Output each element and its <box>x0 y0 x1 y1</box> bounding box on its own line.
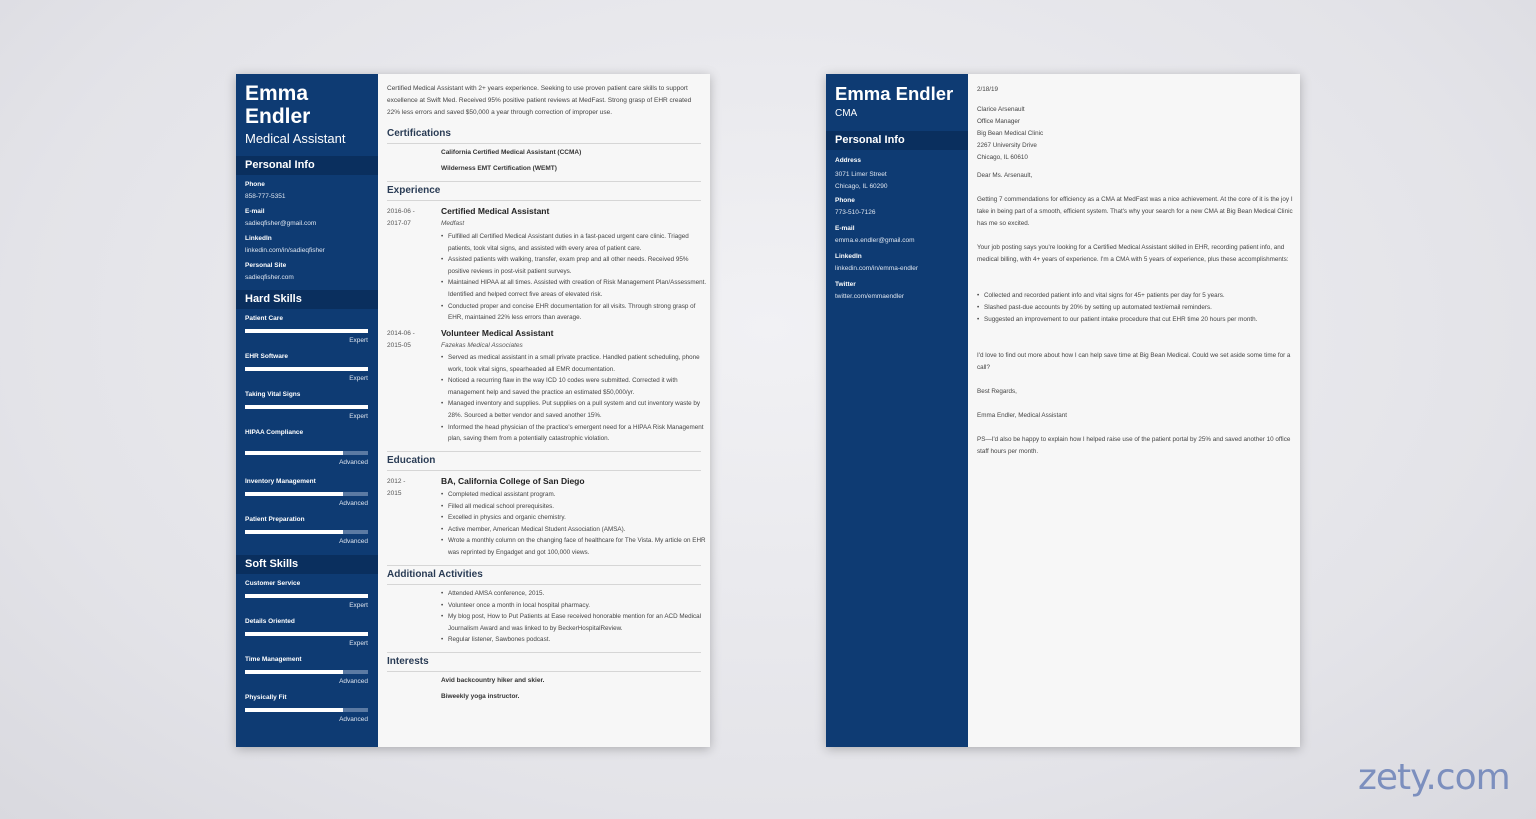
skill-level-label: Expert <box>349 602 368 609</box>
letter-bullets <box>984 290 1289 326</box>
skill-name: Customer Service <box>245 580 301 587</box>
job-title: Certified Medical Assistant <box>441 206 550 216</box>
divider <box>387 470 701 471</box>
skill-level-label: Advanced <box>339 500 368 507</box>
skill-level-bar <box>245 632 368 636</box>
soft-skills-heading: Soft Skills <box>236 555 378 574</box>
job-company: Medfast <box>441 220 465 227</box>
job-bullets <box>441 352 710 445</box>
twitter-value: twitter.com/emmaendler <box>835 293 904 300</box>
bullet-item: • Collected and recorded patient info and vital signs for 45+ patients per day for 5 years. <box>984 290 1289 302</box>
skill-name: HIPAA Compliance <box>245 429 304 436</box>
bullet-item: • Served as medical assistant in a small private practice. Handled patient scheduling, phone work, took vital signs, spearheaded all EMR documentation. <box>448 352 710 375</box>
bullet-item: • Filled all medical school prerequisites. <box>448 501 710 513</box>
bullet-item: • Excelled in physics and organic chemistry. <box>448 512 710 524</box>
letter-sidebar <box>826 74 968 747</box>
divider <box>387 652 701 653</box>
education-date: 2012 - 2015 <box>387 478 406 497</box>
bullet-item: • Wrote a monthly column on the changing face of healthcare for The Vista. My article on EHR was reprinted by Engadget and got 100,000 views. <box>448 535 710 558</box>
bullet-item: • Assisted patients with walking, transfer, exam prep and all other needs. Received 95% positive reviews in post-visit patient surveys. <box>448 254 710 277</box>
skill-level-bar <box>245 451 368 455</box>
certification-item: Wilderness EMT Certification (WEMT) <box>441 165 557 172</box>
linkedin-value: linkedin.com/in/emma-endler <box>835 265 919 272</box>
activities-bullets <box>441 588 710 646</box>
email-value: sadieqfisher@gmail.com <box>245 220 317 227</box>
skill-level-fill <box>245 708 343 712</box>
resume-name: Emma Endler <box>245 82 311 128</box>
bullet-item: • Maintained HIPAA at all times. Assisted with creation of Risk Management Plan/Assessment. Identified and helped correct five areas of elevated risk. <box>448 277 710 300</box>
address-label: Address <box>835 157 862 164</box>
email-label: E-mail <box>835 225 855 232</box>
bullet-item: • Active member, American Medical Student Association (AMSA). <box>448 524 710 536</box>
closing: Best Regards, <box>977 388 1017 395</box>
divider <box>387 584 701 585</box>
personal-info-heading: Personal Info <box>236 156 378 175</box>
skill-name: Patient Preparation <box>245 516 305 523</box>
signature: Emma Endler, Medical Assistant <box>977 412 1067 419</box>
salutation: Dear Ms. Arsenault, <box>977 172 1033 179</box>
skill-level-bar <box>245 492 368 496</box>
hard-skills-heading: Hard Skills <box>236 290 378 309</box>
skill-level-label: Advanced <box>339 538 368 545</box>
phone-value: 773-510-7126 <box>835 209 876 216</box>
activities-heading: Additional Activities <box>387 569 483 580</box>
phone-label: Phone <box>245 181 265 188</box>
letter-main <box>968 74 1300 747</box>
skill-level-bar <box>245 594 368 598</box>
divider <box>387 181 701 182</box>
skill-level-label: Advanced <box>339 716 368 723</box>
interest-item: Biweekly yoga instructor. <box>441 693 520 700</box>
linkedin-value: linkedin.com/in/sadieqfisher <box>245 247 325 254</box>
interests-heading: Interests <box>387 656 429 667</box>
interest-item: Avid backcountry hiker and skier. <box>441 677 545 684</box>
job-date: 2014-06 - 2015-05 <box>387 330 415 349</box>
resume-sidebar <box>236 74 378 747</box>
skill-level-label: Advanced <box>339 459 368 466</box>
skill-level-bar <box>245 405 368 409</box>
skill-level-bar <box>245 367 368 371</box>
skill-name: Inventory Management <box>245 478 316 485</box>
skill-name: Patient Care <box>245 315 283 322</box>
recipient-block: Clarice Arsenault Office Manager Big Bean Medical Clinic 2267 University Drive Chicago, IL 60610 <box>977 106 1044 161</box>
bullet-item: • Suggested an improvement to our patient intake procedure that cut EHR time 20 hours per month. <box>984 314 1289 326</box>
skill-level-fill <box>245 367 368 371</box>
letter-date: 2/18/19 <box>977 86 999 93</box>
linkedin-label: LinkedIn <box>835 253 862 260</box>
bullet-item: • My blog post, How to Put Patients at Ease received honorable mention for an ACD Medical Journalism Award and was linked to by BeckerHospitalReview. <box>448 611 710 634</box>
skill-level-label: Expert <box>349 337 368 344</box>
skill-level-label: Expert <box>349 640 368 647</box>
divider <box>387 200 701 201</box>
letter-role: CMA <box>835 108 858 119</box>
twitter-label: Twitter <box>835 281 856 288</box>
resume-page <box>236 74 710 747</box>
job-bullets <box>441 231 710 324</box>
email-value: emma.e.endler@gmail.com <box>835 237 915 244</box>
skill-level-label: Advanced <box>339 678 368 685</box>
skill-name: Taking Vital Signs <box>245 391 301 398</box>
bullet-item: • Volunteer once a month in local hospital pharmacy. <box>448 600 710 612</box>
skill-level-label: Expert <box>349 375 368 382</box>
certifications-heading: Certifications <box>387 128 451 139</box>
address-value: 3071 Limer Street Chicago, IL 60290 <box>835 171 888 190</box>
skill-level-label: Expert <box>349 413 368 420</box>
resume-role: Medical Assistant <box>245 131 346 146</box>
skill-level-bar <box>245 329 368 333</box>
bullet-item: • Attended AMSA conference, 2015. <box>448 588 710 600</box>
skill-level-fill <box>245 451 343 455</box>
paragraph-2: Your job posting says you're looking for a Certified Medical Assistant skilled in EHR, recording patient info, and medical billing, with 4+ years of experience. I'm a CMA with 5 years of experience, plus these accomplishments: <box>977 244 1289 263</box>
bullet-item: • Informed the head physician of the practice's emergent need for a HIPAA Risk Management plan, saving them from a potentially catastrophic violation. <box>448 422 710 445</box>
bullet-item: • Regular listener, Sawbones podcast. <box>448 634 710 646</box>
personal-info-heading: Personal Info <box>826 131 968 150</box>
certification-item: California Certified Medical Assistant (CCMA) <box>441 149 582 156</box>
bullet-item: • Completed medical assistant program. <box>448 489 710 501</box>
bullet-item: • Managed inventory and supplies. Put supplies on a pull system and cut inventory waste by 28%. Sourced a better vendor and saved another 15%. <box>448 398 710 421</box>
skill-level-bar <box>245 530 368 534</box>
paragraph-1: Getting 7 commendations for efficiency as a CMA at MedFast was a nice achievement. At the core of it is the joy I take in being part of a smooth, efficient system. That's why your search for a new CMA at Big Bean Medical Clinic has me so excited. <box>977 196 1293 227</box>
phone-value: 858-777-5351 <box>245 193 286 200</box>
job-title: Volunteer Medical Assistant <box>441 328 554 338</box>
paragraph-3: I'd love to find out more about how I can help save time at Big Bean Medical. Could we set aside some time for a call? <box>977 352 1291 371</box>
education-title: BA, California College of San Diego <box>441 476 585 486</box>
skill-level-fill <box>245 670 343 674</box>
site-label: Personal Site <box>245 262 287 269</box>
bullet-item: • Fulfilled all Certified Medical Assistant duties in a fast-paced urgent care clinic. Triaged patients, took vital signs, and assisted with every area of patient care. <box>448 231 710 254</box>
email-label: E-mail <box>245 208 265 215</box>
divider <box>387 565 701 566</box>
education-bullets <box>441 489 710 559</box>
divider <box>387 671 701 672</box>
bullet-item: • Conducted proper and concise EHR documentation for all visits. Through strong grasp of EHR, maintained 22% less errors than average. <box>448 301 710 324</box>
skill-name: EHR Software <box>245 353 288 360</box>
resume-main <box>378 74 710 747</box>
cover-letter-page <box>826 74 1300 747</box>
bullet-item: • Slashed past-due accounts by 20% by setting up automated text/email reminders. <box>984 302 1289 314</box>
letter-name: Emma Endler <box>835 83 954 104</box>
bullet-item: • Noticed a recurring flaw in the way ICD 10 codes were submitted. Corrected it with management help and saved the practice an estimated $50,000/yr. <box>448 375 710 398</box>
skill-name: Details Oriented <box>245 618 295 625</box>
skill-name: Physically Fit <box>245 694 287 701</box>
skill-level-fill <box>245 405 368 409</box>
divider <box>387 143 701 144</box>
skill-level-fill <box>245 594 368 598</box>
job-company: Fazekas Medical Associates <box>441 342 523 349</box>
skill-level-bar <box>245 670 368 674</box>
site-value: sadieqfisher.com <box>245 274 294 281</box>
education-heading: Education <box>387 455 436 466</box>
skill-level-fill <box>245 632 368 636</box>
skill-name: Time Management <box>245 656 302 663</box>
skill-level-fill <box>245 492 343 496</box>
summary-text: Certified Medical Assistant with 2+ years experience. Seeking to use proven patient care skills to support excellence at Swift Med. Received 95% positive patient reviews at MedFast. Strong grasp of EHR created 22% less errors and saved $50,000 a year through correction of improper use. <box>387 85 692 116</box>
skill-level-bar <box>245 708 368 712</box>
phone-label: Phone <box>835 197 855 204</box>
skill-level-fill <box>245 530 343 534</box>
zety-logo: zety.com <box>1358 757 1510 798</box>
skill-level-fill <box>245 329 368 333</box>
postscript: PS—I'd also be happy to explain how I helped raise use of the patient portal by 25% and saved another 10 office staff hours per month. <box>977 436 1291 455</box>
divider <box>387 451 701 452</box>
experience-heading: Experience <box>387 185 441 196</box>
linkedin-label: LinkedIn <box>245 235 272 242</box>
job-date: 2016-06 - 2017-07 <box>387 208 415 227</box>
